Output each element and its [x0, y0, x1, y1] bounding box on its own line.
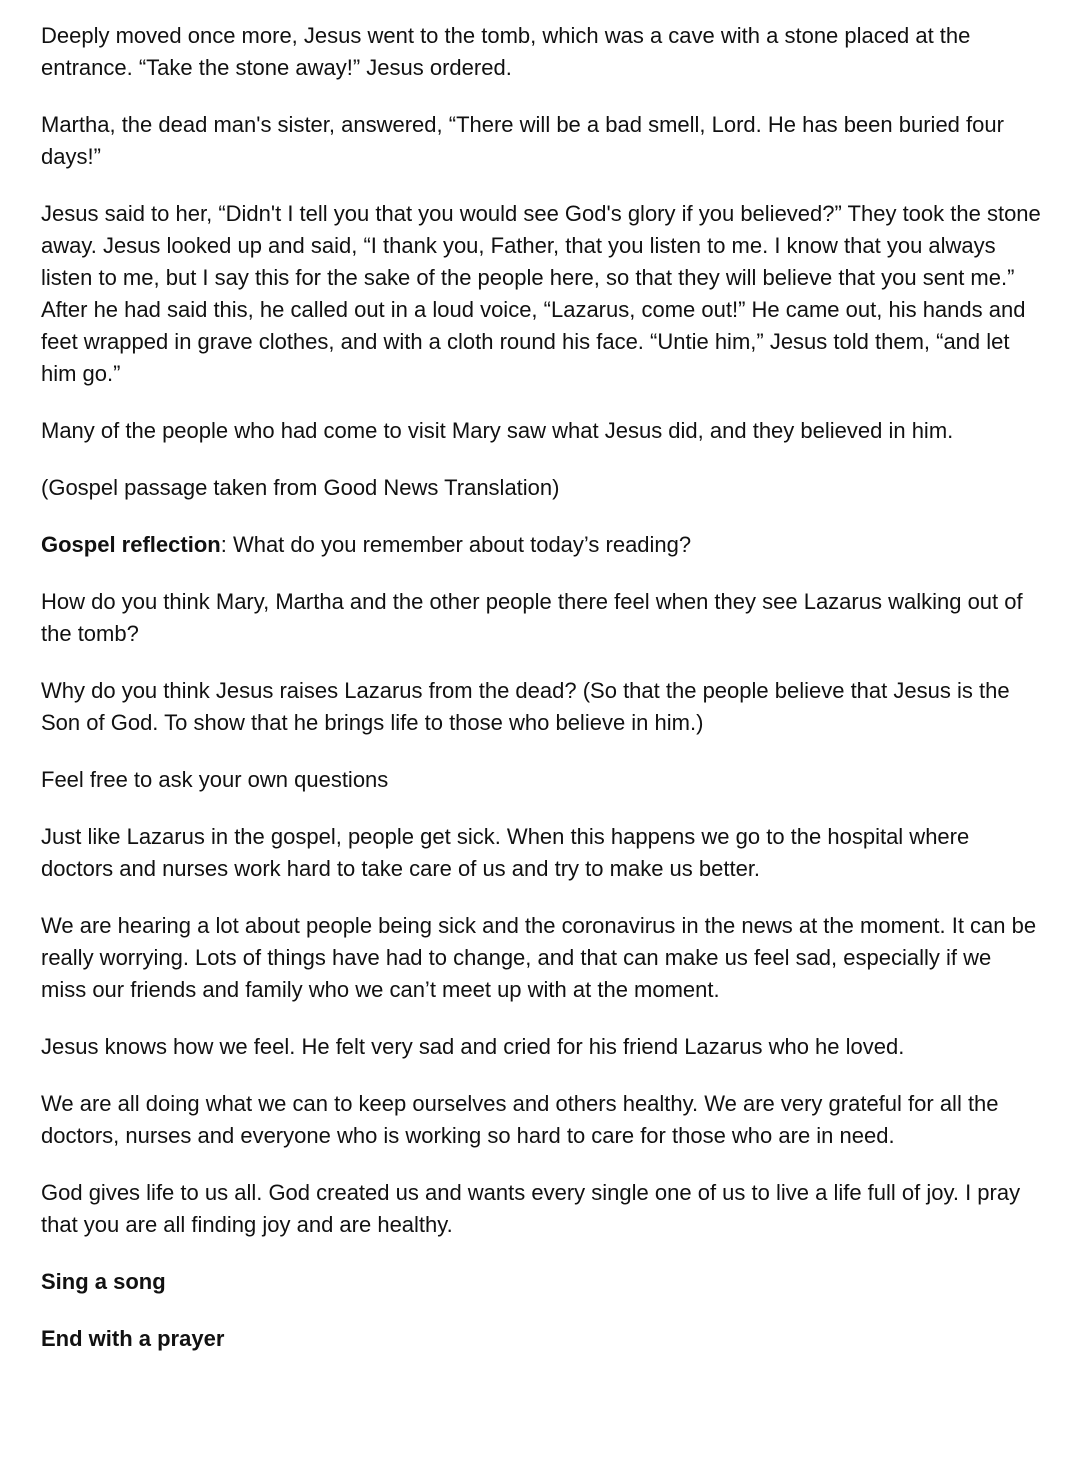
gospel-paragraph-lazarus-raised: Jesus said to her, “Didn't I tell you that you would see God's glory if you believed?” They took the stone away. Jesus looked up and said, “I thank you, Father, that you listen to me. I know that you always listen to me, but I say this for the sake of the people here, so that they will believe that you sent me.” After he had said this, he called out in a loud voice, “Lazarus, come out!” He came out, his hands and feet wrapped in grave clothes, and with a cloth round his face. “Untie him,” Jesus told them, “and let him go.” [41, 201, 1041, 386]
heading-end-with-prayer: End with a prayer [41, 1326, 225, 1351]
gospel-paragraph-believed: Many of the people who had come to visit Mary saw what Jesus did, and they believed in him. [41, 418, 954, 443]
gospel-paragraph-martha: Martha, the dead man's sister, answered, “There will be a bad smell, Lord. He has been buried four days!” [41, 112, 1004, 169]
paragraph-sickness: Just like Lazarus in the gospel, people get sick. When this happens we go to the hospital where doctors and nurses work hard to take care of us and try to make us better. [41, 824, 970, 881]
paragraph-coronavirus: We are hearing a lot about people being sick and the coronavirus in the news at the moment. It can be really worrying. Lots of things have had to change, and that can make us feel sad, especially if we miss our friends and family who we can’t meet up with at the moment. [41, 913, 1037, 1002]
gospel-paragraph-tomb: Deeply moved once more, Jesus went to the tomb, which was a cave with a stone placed at the entrance. “Take the stone away!” Jesus ordered. [41, 23, 971, 80]
own-questions-note: Feel free to ask your own questions [41, 767, 389, 792]
gospel-reflection-label: Gospel reflection [41, 532, 221, 557]
gospel-reflection [41, 529, 1041, 561]
paragraph-god-gives-life: God gives life to us all. God created us and wants every single one of us to live a life full of joy. I pray that you are all finding joy and are healthy. [41, 1180, 1021, 1237]
heading-sing-a-song: Sing a song [41, 1269, 166, 1294]
paragraph-healthy: We are all doing what we can to keep ourselves and others healthy. We are very grateful for all the doctors, nurses and everyone who is working so hard to care for those who are in need. [41, 1091, 999, 1148]
reflection-question-why: Why do you think Jesus raises Lazarus from the dead? (So that the people believe that Jesus is the Son of God. To show that he brings life to those who believe in him.) [41, 678, 1010, 735]
document-page [41, 20, 1041, 1355]
translation-note: (Gospel passage taken from Good News Translation) [41, 475, 560, 500]
reflection-question-feelings: How do you think Mary, Martha and the other people there feel when they see Lazarus walking out of the tomb? [41, 589, 1023, 646]
paragraph-jesus-knows: Jesus knows how we feel. He felt very sad and cried for his friend Lazarus who he loved. [41, 1034, 905, 1059]
gospel-reflection-question: : What do you remember about today’s reading? [220, 532, 692, 557]
